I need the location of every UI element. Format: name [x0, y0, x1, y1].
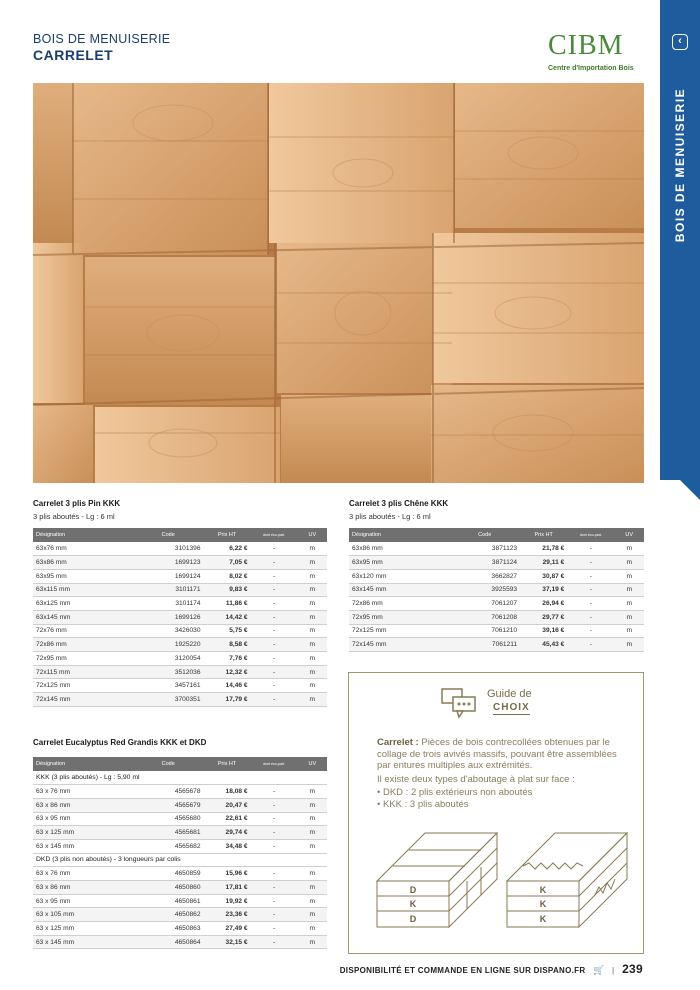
table-row — [33, 798, 327, 812]
cell-uv: m — [614, 610, 644, 624]
footer-text[interactable]: DISPONIBILITÉ ET COMMANDE EN LIGNE SUR DISPANO.FR — [339, 966, 586, 975]
cell-code: 4650862 — [133, 908, 204, 922]
cell-uv: m — [298, 867, 327, 881]
section-label: BOIS DE MENUISERIE — [33, 32, 171, 46]
cell-price: 5,75 € — [204, 624, 251, 638]
cell-price: 27,49 € — [204, 922, 251, 936]
table-subtitle: 3 plis aboutés - Lg : 6 ml — [349, 512, 431, 521]
aboutage-diagram — [367, 823, 637, 943]
table-title: Carrelet 3 plis Chêne KKK — [349, 499, 449, 508]
guide-box — [348, 672, 644, 954]
cell-price: 19,92 € — [204, 894, 251, 908]
table-row — [33, 597, 327, 611]
cell-code: 4565682 — [133, 839, 204, 853]
cell-eco: - — [251, 922, 298, 936]
cell-code: 1699126 — [133, 610, 204, 624]
table-row — [33, 679, 327, 693]
cell-designation: 63 x 125 mm — [33, 826, 133, 840]
cell-eco: - — [251, 812, 298, 826]
table-title: Carrelet 3 plis Pin KKK — [33, 499, 121, 508]
logo-tagline: Centre d'Importation Bois — [548, 65, 634, 72]
cell-uv: m — [298, 839, 327, 853]
table-row — [349, 597, 644, 611]
table-row — [33, 610, 327, 624]
table-row — [33, 812, 327, 826]
cell-uv: m — [614, 624, 644, 638]
cell-designation: 63x145 mm — [349, 583, 449, 597]
cell-eco: - — [251, 679, 298, 693]
cell-price: 9,83 € — [204, 583, 251, 597]
cell-price: 39,16 € — [520, 624, 567, 638]
cell-designation: 72x76 mm — [33, 624, 133, 638]
cell-eco: - — [251, 908, 298, 922]
cell-eco: - — [567, 542, 614, 556]
cell-uv: m — [298, 922, 327, 936]
cell-eco: - — [251, 583, 298, 597]
cell-eco: - — [251, 785, 298, 799]
cell-uv: m — [298, 638, 327, 652]
cell-code: 4565681 — [133, 826, 204, 840]
cell-uv: m — [298, 798, 327, 812]
cell-eco: - — [567, 610, 614, 624]
cell-designation: 63 x 95 mm — [33, 812, 133, 826]
cell-uv: m — [614, 569, 644, 583]
cell-uv: m — [614, 597, 644, 611]
table-row — [33, 569, 327, 583]
group-row: DKD (3 plis non aboutés) - 3 longueurs par colis — [33, 853, 327, 867]
cell-price: 17,81 € — [204, 881, 251, 895]
cell-eco: - — [251, 652, 298, 666]
cell-designation: 63 x 125 mm — [33, 922, 133, 936]
cell-designation: 72x86 mm — [33, 638, 133, 652]
cart-icon[interactable]: 🛒 — [592, 965, 605, 975]
product-table — [33, 528, 327, 707]
table-row — [349, 583, 644, 597]
guide-bullet: • KKK : 3 plis aboutés — [377, 798, 469, 810]
cell-price: 21,78 € — [520, 542, 567, 556]
cell-eco: - — [251, 839, 298, 853]
cell-eco: - — [251, 867, 298, 881]
table-row — [33, 922, 327, 936]
cell-uv: m — [614, 638, 644, 652]
guide-term: Carrelet : — [377, 737, 419, 748]
cell-uv: m — [298, 556, 327, 570]
cell-code: 7061208 — [449, 610, 520, 624]
cell-designation: 63x76 mm — [33, 542, 133, 556]
cell-eco: - — [251, 597, 298, 611]
table-row — [33, 652, 327, 666]
product-table — [349, 528, 644, 652]
cell-eco: - — [251, 935, 298, 949]
cell-eco: - — [251, 894, 298, 908]
cell-uv: m — [298, 935, 327, 949]
cell-code: 3512036 — [133, 665, 204, 679]
cell-eco: - — [567, 583, 614, 597]
cell-price: 6,22 € — [204, 542, 251, 556]
cell-price: 20,47 € — [204, 798, 251, 812]
cell-price: 30,87 € — [520, 569, 567, 583]
cell-price: 14,42 € — [204, 610, 251, 624]
cell-uv: m — [298, 583, 327, 597]
col-code: Code — [161, 532, 175, 538]
guide-bullet: • DKD : 2 plis extérieurs non aboutés — [377, 787, 533, 798]
cell-designation: 72x86 mm — [349, 597, 449, 611]
cell-price: 7,05 € — [204, 556, 251, 570]
chat-bubbles-icon — [441, 687, 477, 719]
cell-code: 4565678 — [133, 785, 204, 799]
cell-designation: 63 x 86 mm — [33, 881, 133, 895]
cell-uv: m — [614, 556, 644, 570]
table-row — [33, 935, 327, 949]
diagram-label: K — [539, 899, 547, 909]
cell-designation: 63x86 mm — [349, 542, 449, 556]
table-row — [33, 583, 327, 597]
cell-uv: m — [298, 812, 327, 826]
cell-code: 3925593 — [449, 583, 520, 597]
table-pin-block — [33, 499, 327, 707]
page-number: 239 — [622, 962, 643, 976]
cell-code: 3101174 — [133, 597, 204, 611]
cell-price: 12,32 € — [204, 665, 251, 679]
cell-price: 17,79 € — [204, 693, 251, 707]
cell-eco: - — [251, 624, 298, 638]
cell-code: 7061211 — [449, 638, 520, 652]
cell-uv: m — [298, 652, 327, 666]
diagram-label: K — [409, 899, 417, 909]
cell-eco: - — [567, 624, 614, 638]
table-row — [349, 542, 644, 556]
col-designation: Désignation — [352, 532, 382, 538]
cell-price: 22,61 € — [204, 812, 251, 826]
cell-eco: - — [251, 665, 298, 679]
cell-eco: - — [251, 826, 298, 840]
cell-uv: m — [298, 597, 327, 611]
table-chene-block — [349, 499, 644, 652]
col-price: Prix HT — [217, 532, 237, 538]
cell-price: 7,76 € — [204, 652, 251, 666]
col-eco: dont éco-part. — [262, 762, 286, 766]
table-row — [33, 826, 327, 840]
cell-price: 29,77 € — [520, 610, 567, 624]
cell-price: 14,46 € — [204, 679, 251, 693]
cell-eco: - — [251, 693, 298, 707]
col-uv: UV — [308, 532, 317, 538]
cell-uv: m — [298, 569, 327, 583]
cell-code: 3457161 — [133, 679, 204, 693]
cell-eco: - — [567, 597, 614, 611]
table-subtitle: 3 plis aboutés - Lg : 6 ml — [33, 512, 115, 521]
cell-uv: m — [298, 665, 327, 679]
cell-code: 3871123 — [449, 542, 520, 556]
cell-uv: m — [298, 785, 327, 799]
cell-designation: 72x125 mm — [33, 679, 133, 693]
cell-price: 8,02 € — [204, 569, 251, 583]
cell-price: 29,74 € — [204, 826, 251, 840]
footer-separator: | — [612, 966, 615, 975]
cell-uv: m — [298, 624, 327, 638]
table-row — [33, 867, 327, 881]
cell-code: 4650863 — [133, 922, 204, 936]
cell-designation: 63 x 145 mm — [33, 839, 133, 853]
cell-price: 26,94 € — [520, 597, 567, 611]
footer — [340, 962, 643, 976]
cell-eco: - — [251, 569, 298, 583]
cell-designation: 72x125 mm — [349, 624, 449, 638]
cell-eco: - — [251, 610, 298, 624]
cell-code: 3871124 — [449, 556, 520, 570]
cell-code: 4565680 — [133, 812, 204, 826]
table-row — [33, 556, 327, 570]
page-title: CARRELET — [33, 47, 114, 63]
cell-uv: m — [298, 693, 327, 707]
guide-choix: CHOIX — [493, 702, 530, 713]
cell-price: 15,96 € — [204, 867, 251, 881]
guide-definition: Pièces de bois contrecollées obtenues par le collage de trois avivés massifs, pouvant être assemblées par entures multiples aux extrémités. — [377, 737, 617, 771]
table-euca-block — [33, 738, 327, 949]
cell-code: 3426030 — [133, 624, 204, 638]
col-eco: dont éco-part. — [579, 533, 602, 537]
table-row — [349, 624, 644, 638]
table-row — [33, 665, 327, 679]
product-table — [33, 757, 327, 949]
cell-designation: 63x95 mm — [349, 556, 449, 570]
table-row — [33, 894, 327, 908]
cell-uv: m — [298, 894, 327, 908]
cell-uv: m — [614, 542, 644, 556]
cell-designation: 63x86 mm — [33, 556, 133, 570]
col-price: Prix HT — [217, 761, 237, 767]
cell-code: 4565679 — [133, 798, 204, 812]
cell-uv: m — [298, 881, 327, 895]
guide-word: Guide de — [487, 688, 532, 700]
cell-code: 4650861 — [133, 894, 204, 908]
col-price: Prix HT — [534, 532, 553, 538]
col-uv: UV — [308, 761, 317, 767]
diagram-label: D — [409, 885, 417, 895]
cell-designation: 63 x 95 mm — [33, 894, 133, 908]
cell-price: 8,58 € — [204, 638, 251, 652]
logo-name: CIBM — [548, 30, 624, 61]
group-row: KKK (3 plis aboutés) - Lg : 5,90 ml — [33, 771, 327, 785]
col-code: Code — [478, 532, 492, 538]
cell-uv: m — [614, 583, 644, 597]
cell-price: 32,15 € — [204, 935, 251, 949]
table-row — [33, 638, 327, 652]
cell-code: 3662827 — [449, 569, 520, 583]
table-row — [349, 569, 644, 583]
table-row — [33, 693, 327, 707]
cell-price: 34,48 € — [204, 839, 251, 853]
cell-price: 45,43 € — [520, 638, 567, 652]
table-row — [349, 610, 644, 624]
cell-designation: 72x95 mm — [349, 610, 449, 624]
col-uv: UV — [625, 532, 634, 538]
cell-eco: - — [251, 556, 298, 570]
cell-uv: m — [298, 542, 327, 556]
cell-uv: m — [298, 826, 327, 840]
product-photo — [33, 83, 644, 483]
cell-eco: - — [567, 569, 614, 583]
cell-code: 4650864 — [133, 935, 204, 949]
cell-designation: 63x115 mm — [33, 583, 133, 597]
cell-designation: 63x125 mm — [33, 597, 133, 611]
cell-code: 3120054 — [133, 652, 204, 666]
col-designation: Désignation — [36, 532, 66, 538]
cell-code: 1699124 — [133, 569, 204, 583]
side-tab-label: BOIS DE MENUISERIE — [673, 87, 687, 243]
cell-designation: 63 x 76 mm — [33, 867, 133, 881]
table-title: Carrelet Eucalyptus Red Grandis KKK et DKD — [33, 738, 207, 747]
table-row — [33, 624, 327, 638]
cell-code: 4650860 — [133, 881, 204, 895]
table-row — [33, 908, 327, 922]
cell-uv: m — [298, 610, 327, 624]
cell-code: 7061207 — [449, 597, 520, 611]
cell-eco: - — [251, 542, 298, 556]
cell-designation: 63 x 86 mm — [33, 798, 133, 812]
cell-code: 3101171 — [133, 583, 204, 597]
table-row — [33, 881, 327, 895]
cell-designation: 63x145 mm — [33, 610, 133, 624]
cell-eco: - — [567, 638, 614, 652]
cell-price: 23,36 € — [204, 908, 251, 922]
cell-price: 18,08 € — [204, 785, 251, 799]
cell-code: 1925220 — [133, 638, 204, 652]
cell-eco: - — [251, 638, 298, 652]
cell-code: 7061210 — [449, 624, 520, 638]
cell-code: 4650859 — [133, 867, 204, 881]
col-eco: dont éco-part. — [262, 533, 286, 537]
cell-price: 37,19 € — [520, 583, 567, 597]
cibm-logo — [548, 30, 644, 80]
cell-designation: 63 x 105 mm — [33, 908, 133, 922]
cell-designation: 72x95 mm — [33, 652, 133, 666]
cell-code: 3700351 — [133, 693, 204, 707]
table-row — [349, 556, 644, 570]
col-code: Code — [161, 761, 175, 767]
cell-price: 11,86 € — [204, 597, 251, 611]
cell-eco: - — [567, 556, 614, 570]
cell-price: 29,11 € — [520, 556, 567, 570]
col-designation: Désignation — [36, 761, 66, 767]
cell-eco: - — [251, 881, 298, 895]
cell-designation: 72x145 mm — [349, 638, 449, 652]
cell-designation: 63x120 mm — [349, 569, 449, 583]
table-row — [349, 638, 644, 652]
cell-code: 1699123 — [133, 556, 204, 570]
cell-designation: 72x145 mm — [33, 693, 133, 707]
diagram-label: K — [539, 914, 547, 924]
table-row — [33, 839, 327, 853]
side-tab-arrow — [660, 460, 700, 500]
cell-designation: 63x95 mm — [33, 569, 133, 583]
guide-intro: Il existe deux types d'aboutage à plat sur face : — [377, 773, 575, 785]
cell-uv: m — [298, 679, 327, 693]
table-row — [33, 542, 327, 556]
table-row — [33, 785, 327, 799]
cell-uv: m — [298, 908, 327, 922]
cell-designation: 72x115 mm — [33, 665, 133, 679]
cell-designation: 63 x 145 mm — [33, 935, 133, 949]
cell-designation: 63 x 76 mm — [33, 785, 133, 799]
diagram-label: D — [409, 914, 417, 924]
guide-text — [377, 737, 627, 810]
cell-code: 3101396 — [133, 542, 204, 556]
chevron-left-icon[interactable]: ‹ — [672, 34, 688, 50]
cell-eco: - — [251, 798, 298, 812]
diagram-label: K — [539, 885, 547, 895]
